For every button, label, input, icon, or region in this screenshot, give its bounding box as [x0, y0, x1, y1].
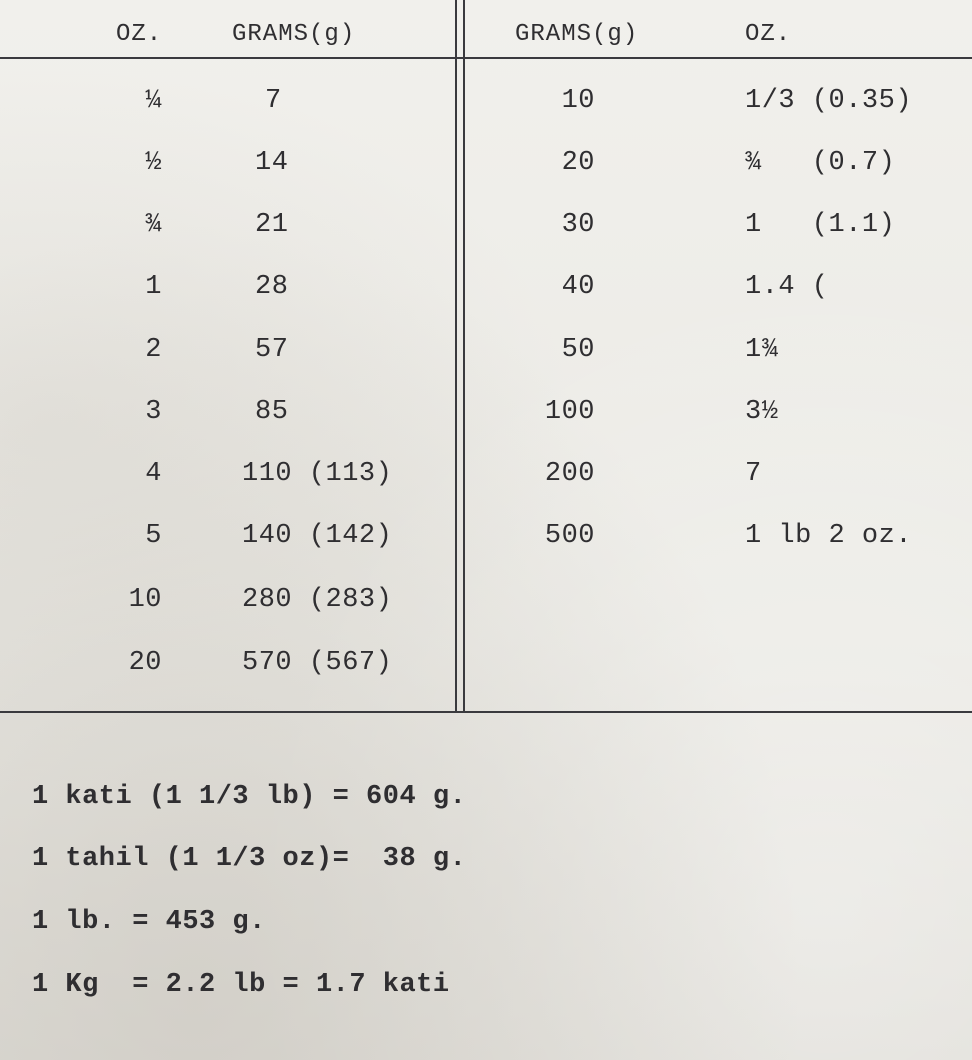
grams-cell: 30 [561, 210, 595, 240]
table-bottom-rule [0, 711, 972, 713]
oz-cell: 5 [145, 521, 162, 551]
grams-cell: 28 [255, 272, 289, 302]
header-right-oz: OZ. [745, 21, 792, 48]
grams-cell: 10 [561, 86, 595, 116]
note-kati: 1 kati (1 1/3 lb) = 604 g. [32, 782, 467, 812]
oz-cell: 7 [745, 459, 762, 489]
grams-cell: 140 (142) [242, 521, 393, 551]
grams-cell: 20 [561, 148, 595, 178]
oz-cell: 3 [145, 397, 162, 427]
grams-cell: 57 [255, 335, 289, 365]
note-kg: 1 Kg = 2.2 lb = 1.7 kati [32, 970, 450, 1000]
oz-cell: 10 [128, 585, 162, 615]
oz-cell: ½ [145, 148, 162, 178]
grams-cell: 21 [255, 210, 289, 240]
oz-cell: 1 (1.1) [745, 210, 896, 240]
oz-cell: 3½ [745, 397, 779, 427]
grams-cell: 200 [544, 459, 595, 489]
oz-cell: ¼ [145, 86, 162, 116]
oz-cell: 1/3 (0.35) [745, 86, 913, 116]
grams-cell: 85 [255, 397, 289, 427]
column-divider-right [463, 0, 465, 711]
grams-cell: 7 [265, 86, 282, 116]
header-rule [0, 57, 972, 59]
grams-cell: 40 [561, 272, 595, 302]
header-left-oz: OZ. [116, 21, 163, 48]
oz-cell: 1 lb 2 oz. [745, 521, 913, 551]
grams-cell: 570 (567) [242, 648, 393, 678]
note-tahil: 1 tahil (1 1/3 oz)= 38 g. [32, 844, 467, 874]
grams-cell: 280 (283) [242, 585, 393, 615]
oz-cell: 20 [128, 648, 162, 678]
grams-cell: 14 [255, 148, 289, 178]
oz-cell: 1¾ [745, 335, 779, 365]
oz-cell: ¾ [145, 210, 162, 240]
grams-cell: 50 [561, 335, 595, 365]
oz-cell: 1.4 ( [745, 272, 829, 302]
note-lb: 1 lb. = 453 g. [32, 907, 266, 937]
oz-cell: 4 [145, 459, 162, 489]
column-divider-left [455, 0, 457, 711]
grams-cell: 110 (113) [242, 459, 393, 489]
oz-cell: ¾ (0.7) [745, 148, 896, 178]
grams-cell: 100 [544, 397, 595, 427]
header-right-grams: GRAMS(g) [515, 21, 639, 48]
grams-cell: 500 [544, 521, 595, 551]
oz-cell: 1 [145, 272, 162, 302]
header-left-grams: GRAMS(g) [232, 21, 356, 48]
oz-cell: 2 [145, 335, 162, 365]
